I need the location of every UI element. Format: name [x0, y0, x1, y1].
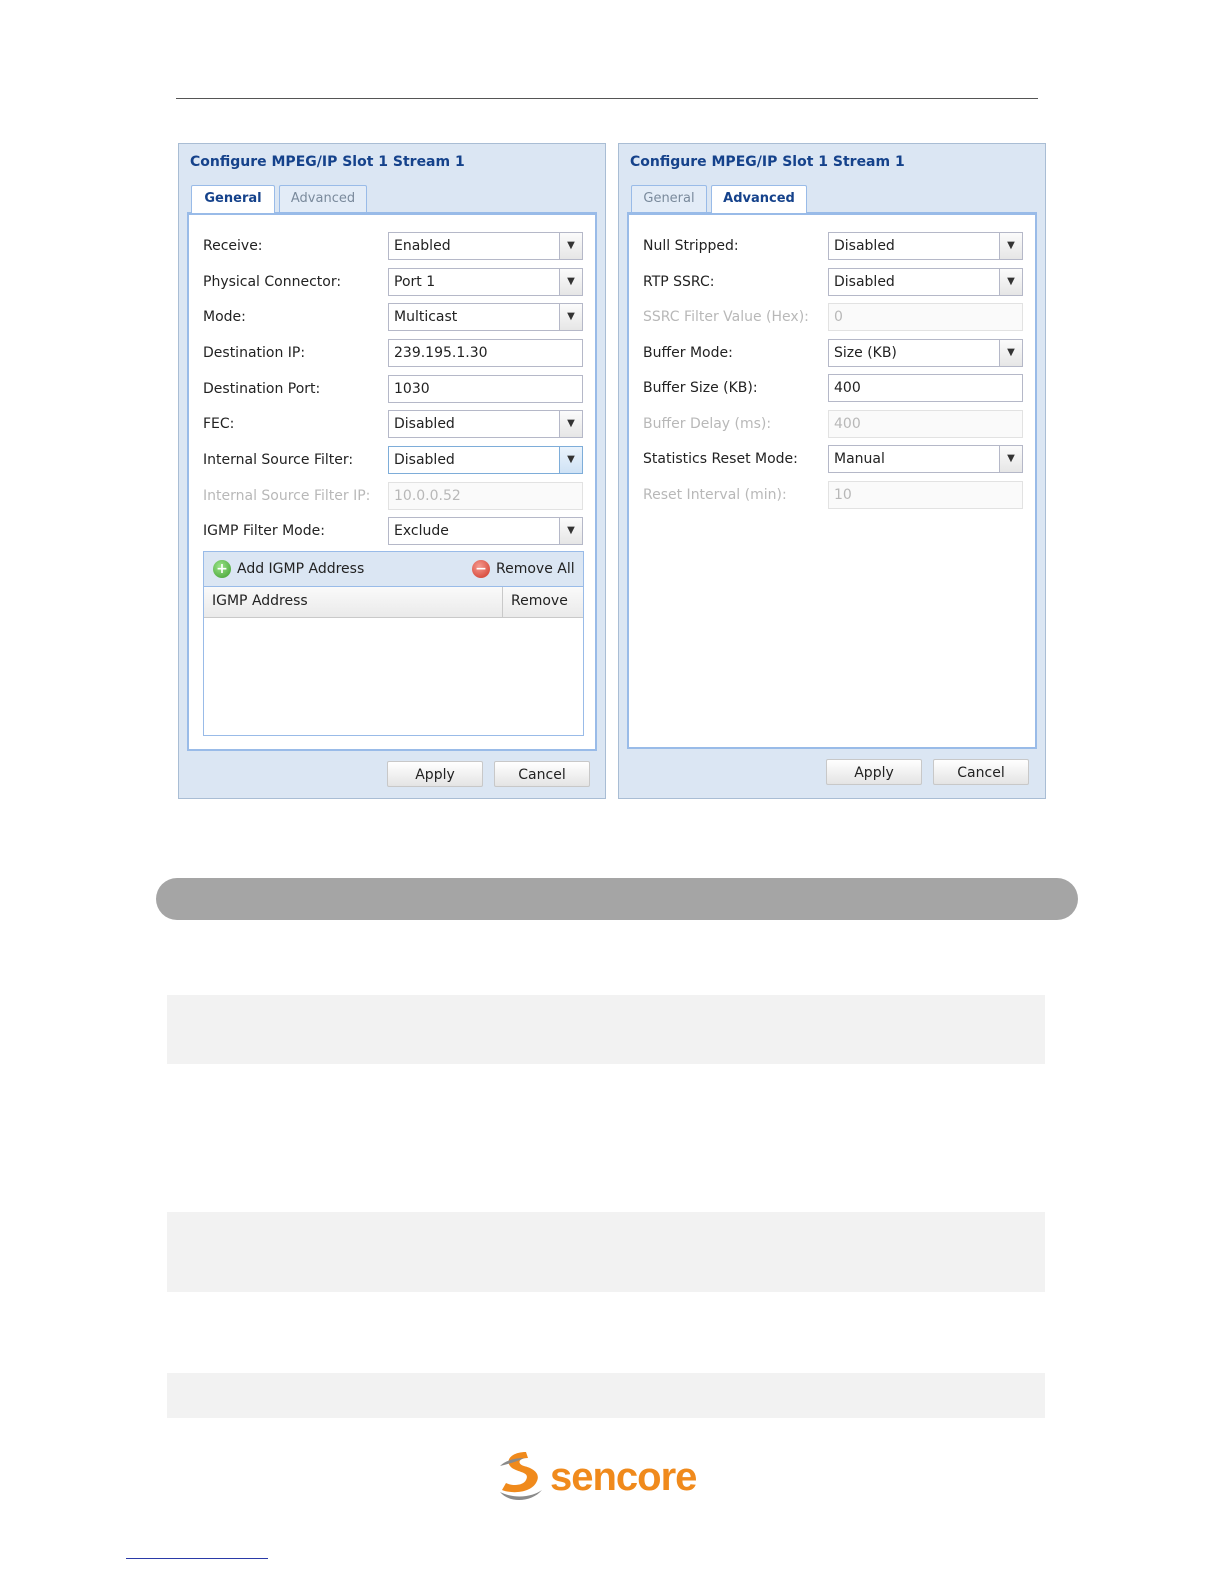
add-igmp-address-button[interactable]: + Add IGMP Address — [213, 560, 364, 578]
receive-row — [203, 232, 581, 260]
chevron-down-icon[interactable]: ▼ — [559, 518, 582, 544]
physical-connector-select[interactable]: Port 1 ▼ — [388, 268, 583, 296]
internal-source-filter-ip-label: Internal Source Filter IP: — [203, 488, 371, 504]
chevron-down-icon[interactable]: ▼ — [999, 233, 1022, 259]
column-remove[interactable]: Remove — [511, 593, 568, 609]
rtp-ssrc-label: RTP SSRC: — [643, 274, 715, 290]
chevron-down-icon[interactable]: ▼ — [559, 269, 582, 295]
rtp-ssrc-row — [643, 268, 1021, 296]
remove-icon: − — [472, 560, 490, 578]
buffer-mode-row — [643, 339, 1021, 367]
remove-all-button[interactable]: − Remove All — [472, 560, 575, 578]
cancel-button[interactable]: Cancel — [494, 761, 590, 787]
apply-button[interactable]: Apply — [387, 761, 483, 787]
section-heading-bar — [156, 878, 1078, 920]
tab-general[interactable]: General — [631, 185, 707, 212]
null-stripped-row — [643, 232, 1021, 260]
rtp-ssrc-select[interactable]: Disabled ▼ — [828, 268, 1023, 296]
ssrc-filter-value-row — [643, 303, 1021, 331]
physical-connector-row — [203, 268, 581, 296]
destination-port-row — [203, 375, 581, 403]
statistics-reset-mode-row — [643, 445, 1021, 473]
mode-label: Mode: — [203, 309, 246, 325]
chevron-down-icon[interactable]: ▼ — [999, 446, 1022, 472]
add-icon: + — [213, 560, 231, 578]
buffer-delay-label: Buffer Delay (ms): — [643, 416, 772, 432]
general-form-panel — [187, 213, 597, 751]
fec-label: FEC: — [203, 416, 235, 432]
tab-bar — [187, 182, 597, 213]
chevron-down-icon[interactable]: ▼ — [559, 304, 582, 330]
igmp-filter-mode-select[interactable]: Exclude ▼ — [388, 517, 583, 545]
logo-wordmark: sencore — [550, 1455, 697, 1499]
tab-advanced[interactable]: Advanced — [711, 185, 807, 213]
buffer-size-row — [643, 374, 1021, 402]
grid-header — [204, 587, 583, 618]
mode-row — [203, 303, 581, 331]
table-row-shaded — [167, 995, 1045, 1064]
reset-interval-input: 10 — [828, 481, 1023, 509]
fec-select[interactable]: Disabled ▼ — [388, 410, 583, 438]
receive-select[interactable]: Enabled ▼ — [388, 232, 583, 260]
table-row-shaded — [167, 1373, 1045, 1418]
reset-interval-label: Reset Interval (min): — [643, 487, 787, 503]
ssrc-filter-value-label: SSRC Filter Value (Hex): — [643, 309, 809, 325]
configure-stream-dialog-advanced — [618, 143, 1046, 799]
chevron-down-icon[interactable]: ▼ — [559, 447, 582, 473]
internal-source-filter-row — [203, 446, 581, 474]
igmp-filter-mode-row — [203, 517, 581, 545]
column-divider — [502, 587, 503, 617]
tab-advanced[interactable]: Advanced — [279, 185, 367, 212]
chevron-down-icon[interactable]: ▼ — [559, 233, 582, 259]
column-igmp-address[interactable]: IGMP Address — [212, 593, 308, 609]
internal-source-filter-select[interactable]: Disabled ▼ — [388, 446, 583, 474]
buffer-delay-row — [643, 410, 1021, 438]
internal-source-filter-ip-input: 10.0.0.52 — [388, 482, 583, 510]
destination-port-label: Destination Port: — [203, 381, 321, 397]
chevron-down-icon[interactable]: ▼ — [999, 269, 1022, 295]
statistics-reset-mode-select[interactable]: Manual ▼ — [828, 445, 1023, 473]
dialog-title: Configure MPEG/IP Slot 1 Stream 1 — [190, 154, 465, 170]
cancel-button[interactable]: Cancel — [933, 759, 1029, 785]
chevron-down-icon[interactable]: ▼ — [559, 411, 582, 437]
fec-row — [203, 410, 581, 438]
igmp-address-grid — [203, 551, 584, 736]
footer-link-rule — [126, 1558, 268, 1559]
buffer-size-input[interactable]: 400 — [828, 374, 1023, 402]
logo-mark-orange — [502, 1452, 538, 1492]
reset-interval-row — [643, 481, 1021, 509]
apply-button[interactable]: Apply — [826, 759, 922, 785]
buffer-mode-select[interactable]: Size (KB) ▼ — [828, 339, 1023, 367]
buffer-delay-input: 400 — [828, 410, 1023, 438]
advanced-form-panel — [627, 213, 1037, 749]
destination-ip-label: Destination IP: — [203, 345, 306, 361]
physical-connector-label: Physical Connector: — [203, 274, 342, 290]
tab-general[interactable]: General — [191, 185, 275, 213]
receive-label: Receive: — [203, 238, 263, 254]
buffer-size-label: Buffer Size (KB): — [643, 380, 758, 396]
mode-select[interactable]: Multicast ▼ — [388, 303, 583, 331]
header-rule — [176, 98, 1038, 99]
sencore-logo — [496, 1446, 716, 1506]
null-stripped-select[interactable]: Disabled ▼ — [828, 232, 1023, 260]
ssrc-filter-value-input: 0 — [828, 303, 1023, 331]
destination-ip-row — [203, 339, 581, 367]
null-stripped-label: Null Stripped: — [643, 238, 739, 254]
table-row-shaded — [167, 1212, 1045, 1292]
chevron-down-icon[interactable]: ▼ — [999, 340, 1022, 366]
statistics-reset-mode-label: Statistics Reset Mode: — [643, 451, 798, 467]
igmp-filter-mode-label: IGMP Filter Mode: — [203, 523, 325, 539]
grid-toolbar — [204, 552, 583, 587]
buffer-mode-label: Buffer Mode: — [643, 345, 733, 361]
destination-ip-input[interactable]: 239.195.1.30 — [388, 339, 583, 367]
dialog-title: Configure MPEG/IP Slot 1 Stream 1 — [630, 154, 905, 170]
internal-source-filter-ip-row — [203, 482, 581, 510]
destination-port-input[interactable]: 1030 — [388, 375, 583, 403]
tab-bar — [627, 182, 1037, 213]
configure-stream-dialog-general — [178, 143, 606, 799]
internal-source-filter-label: Internal Source Filter: — [203, 452, 354, 468]
